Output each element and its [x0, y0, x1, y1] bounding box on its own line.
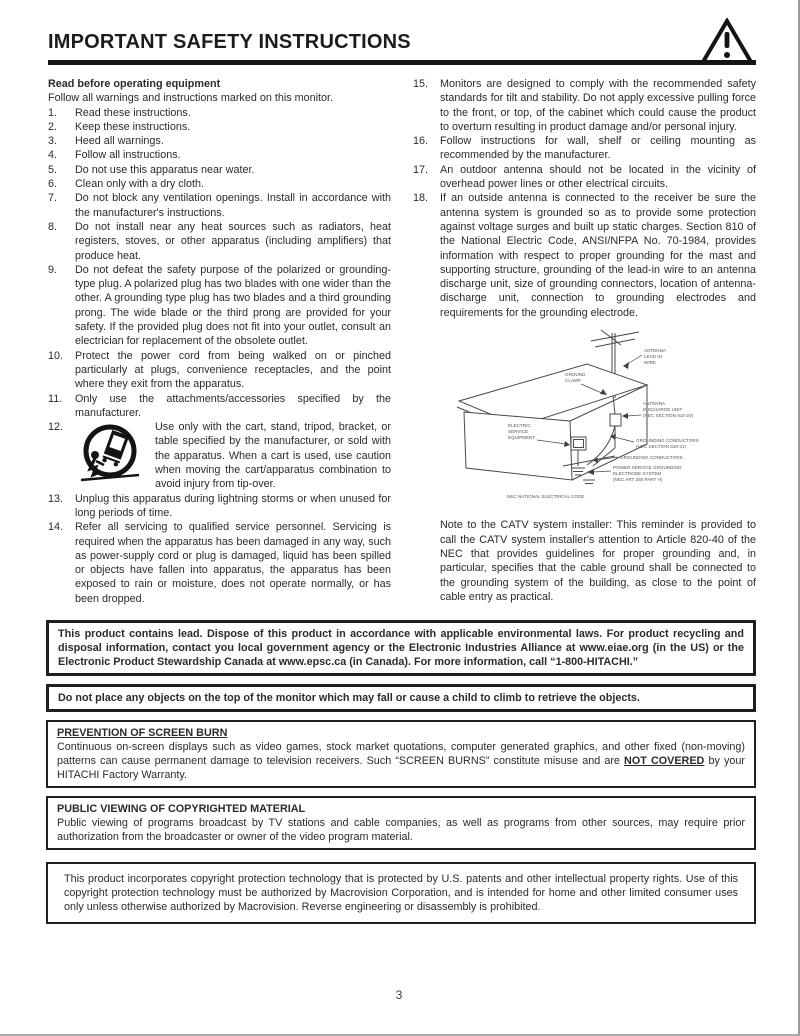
item-text: Use only with the cart, stand, tripod, bracket, or table specified by the manufacturer, or sold with the apparatus. When a cart is used, use caution when moving the cart/apparatus combination to avoid injury from tip-over. — [155, 421, 391, 491]
page-title: IMPORTANT SAFETY INSTRUCTIONS — [48, 31, 411, 53]
item-number: 14. — [48, 521, 64, 534]
item-number: 2. — [48, 120, 58, 133]
item-text: Do not install near any heat sources such as radiators, heat registers, stoves, or other apparatus (including amplifiers) that produce heat. — [75, 220, 391, 262]
item-number: 1. — [48, 106, 58, 119]
cart-tip-over-icon — [75, 423, 143, 487]
item-text: Monitors are designed to comply with the recommended safety standards for tilt and stability. Do not apply excessive pulling force to the front, or top, of the cabinet which could cause the product to overturn resulting in product damage and/or personal injury. — [440, 78, 756, 133]
macrovision-notice-box — [46, 862, 756, 924]
item-text: An outdoor antenna should not be located in the vicinity of overhead power lines or other electrical circuits. — [440, 163, 756, 191]
svg-text:(NEC ART 250 PART H): (NEC ART 250 PART H) — [613, 477, 663, 483]
item-number: 17. — [413, 163, 429, 176]
safety-item-5 — [48, 163, 391, 177]
item-text: If an outside antenna is connected to the receiver be sure the antenna system is grounded so as to provide some protection against voltage surges and built up static charges. Section 810 of the National Electric Code, ANSI/NFPA No. 70-1984, provides information with respect to proper grounding for the mast and supporting structure, grounding of the lead-in wire to an antenna discharge unit, size of grounding connectors, location of antenna-discharge unit, connection to grounding electrodes and requirements for the grounding electrode. — [440, 192, 756, 319]
item-text: Refer all servicing to qualified service personnel. Servicing is required when the apparatus has been damaged in any way, such as power-supply cord or plug is damaged, liquid has been spilled or objects have fallen into apparatus, the apparatus has been exposed to rain or moisture, does not operate normally, or has been dropped. — [75, 521, 391, 605]
item-text: Only use the attachments/accessories specified by the manufacturer. — [75, 392, 391, 419]
warning-triangle-icon — [700, 18, 754, 66]
item-text: Protect the power cord from being walked on or pinched particularly at plugs, convenience receptacles, and the point where they exit from the apparatus. — [75, 349, 391, 391]
item-text: Keep these instructions. — [75, 120, 191, 133]
intro-text: Follow all warnings and instructions marked on this monitor. — [48, 92, 334, 105]
safety-item-18 — [413, 191, 756, 320]
public-viewing-text: Public viewing of programs broadcast by TV stations and cable companies, as well as programs from other sources, may require prior authorization from the broadcaster or owner of the video program material. — [57, 816, 745, 843]
antenna-grounding-diagram — [415, 328, 756, 512]
safety-item-12 — [48, 420, 391, 491]
antenna-grounding-figure — [415, 328, 747, 508]
page-header — [48, 30, 756, 65]
safety-item-3 — [48, 134, 391, 148]
public-viewing-heading: PUBLIC VIEWING OF COPYRIGHTED MATERIAL — [57, 802, 306, 815]
item-number: 16. — [413, 135, 429, 148]
item-number: 8. — [48, 220, 58, 233]
item-number: 12. — [48, 421, 64, 434]
safety-item-7 — [48, 191, 391, 220]
screen-burn-heading: PREVENTION OF SCREEN BURN — [57, 726, 228, 739]
svg-text:(NEC SECTION 810-20): (NEC SECTION 810-20) — [643, 413, 694, 419]
item-text: Heed all warnings. — [75, 135, 164, 148]
item-text: Follow all instructions. — [75, 149, 181, 162]
safety-item-2 — [48, 120, 391, 134]
safety-item-10 — [48, 349, 391, 392]
diagram-label-discharge-unit: ANTENNA — [643, 401, 665, 407]
diagram-label-grounding-conductors-2: GROUNDING CONDUCTORS — [620, 455, 683, 461]
safety-item-17 — [413, 163, 756, 192]
svg-text:ELECTRODE SYSTEM: ELECTRODE SYSTEM — [613, 471, 662, 477]
item-number: 13. — [48, 492, 64, 505]
item-number: 11. — [48, 392, 63, 405]
page-number: 3 — [395, 988, 403, 1002]
no-objects-notice-box — [46, 684, 756, 712]
safety-item-9 — [48, 263, 391, 349]
safety-item-16 — [413, 134, 756, 163]
item-number: 18. — [413, 192, 429, 205]
right-column — [413, 77, 756, 606]
safety-item-13 — [48, 492, 391, 521]
item-text: Unplug this apparatus during lightning storms or when unused for long periods of time. — [75, 492, 391, 519]
macrovision-text: This product incorporates copyright protection technology that is protected by U.S. patents and other intellectual property rights. Use of this copyright protection technology must be authorized by Macrovision Corporation, and is intended for home and other limited consumer uses only unless otherwise authorized by Macrovision. Reverse engineering or disassembly is prohibited. — [64, 872, 738, 913]
public-viewing-notice-box — [46, 796, 756, 850]
screen-burn-notice-box — [46, 720, 756, 788]
safety-item-11 — [48, 392, 391, 421]
item-number: 15. — [413, 78, 429, 90]
item-text: Do not use this apparatus near water. — [75, 163, 255, 176]
svg-text:WIRE: WIRE — [644, 360, 656, 366]
svg-text:LEAD IN: LEAD IN — [644, 354, 662, 360]
safety-item-4 — [48, 148, 391, 162]
diagram-label-antenna-lead-in: ANTENNA — [644, 348, 666, 354]
lead-disposal-notice-box — [46, 620, 756, 676]
item-number: 7. — [48, 192, 58, 205]
item-number: 5. — [48, 163, 58, 176]
item-number: 6. — [48, 178, 58, 191]
item-text: Read these instructions. — [75, 106, 191, 119]
item-text: Do not block any ventilation openings. Install in accordance with the manufacturer's instructions. — [75, 192, 391, 219]
item-text: Clean only with a dry cloth. — [75, 178, 205, 191]
svg-text:EQUIPMENT: EQUIPMENT — [508, 435, 536, 441]
item-number: 10. — [48, 349, 64, 362]
safety-item-6 — [48, 177, 391, 191]
cart-icon-cell — [75, 420, 155, 491]
left-column — [48, 77, 391, 606]
safety-item-15 — [413, 77, 756, 134]
read-before-heading: Read before operating equipment — [48, 78, 221, 90]
diagram-label-nec-code: NEC NATIONAL ELECTRICAL CODE — [507, 494, 585, 500]
item-number: 9. — [48, 263, 58, 276]
item-text: Do not defeat the safety purpose of the polarized or grounding-type plug. A polarized plug has two blades with one wider than the other. A grounding type plug has two blades and a third grounding prong. The wide blade or the third prong are provided for your safety. If the provided plug does not fit into your outlet, consult an electrician for replacement of the obsolete outlet. — [75, 263, 391, 348]
item-number: 4. — [48, 149, 58, 162]
svg-text:CLAMP: CLAMP — [565, 378, 581, 384]
svg-text:DISCHARGE UNIT: DISCHARGE UNIT — [643, 407, 683, 413]
safety-item-14 — [48, 520, 391, 606]
item-text: Follow instructions for wall, shelf or ceiling mounting as recommended by the manufacturer. — [440, 135, 756, 162]
lead-disposal-text: This product contains lead. Dispose of this product in accordance with applicable environmental laws. For product recycling and disposal information, contact you local government agency or the Electronic Industries Alliance at www.eiae.org (in the US) or the Electronic Product Stewardship Canada at www.epsc.ca (in Canada). For more information, call “1-800-HITACHI.” — [58, 627, 744, 668]
svg-text:(NEC SECTION 810-21): (NEC SECTION 810-21) — [636, 444, 687, 450]
screen-burn-text: Continuous on-screen displays such as video games, stock market quotations, computer generated graphics, and other fixed (non-moving) patterns can cause permanent damage to television receivers. Such “SCREEN BURNS” constitute misuse and are NOT COVERED by your HITACHI Factory Warranty. — [57, 740, 745, 781]
safety-item-1 — [48, 106, 391, 120]
diagram-label-grounding-conductors: GROUNDING CONDUCTORS — [636, 438, 699, 444]
instruction-columns — [48, 77, 756, 606]
catv-installer-note: Note to the CATV system installer: This reminder is provided to call the CATV system installer's attention to Article 820-40 of the NEC that provides guidelines for proper grounding and, in particular, specifies that the cable ground shall be connected to the grounding system of the building, as close to the point of cable entry as practical. — [440, 519, 756, 603]
not-covered-emphasis: NOT COVERED — [624, 754, 705, 767]
diagram-label-electric-service: ELECTRIC — [508, 423, 531, 429]
item-number: 3. — [48, 135, 58, 148]
no-objects-text: Do not place any objects on the top of the monitor which may fall or cause a child to climb to retrieve the objects. — [58, 691, 640, 704]
svg-text:SERVICE: SERVICE — [508, 429, 529, 435]
diagram-label-power-service-ground: POWER SERVICE GROUNDING — [613, 465, 682, 471]
safety-item-8 — [48, 220, 391, 263]
diagram-label-ground-clamp: GROUND — [565, 372, 586, 378]
